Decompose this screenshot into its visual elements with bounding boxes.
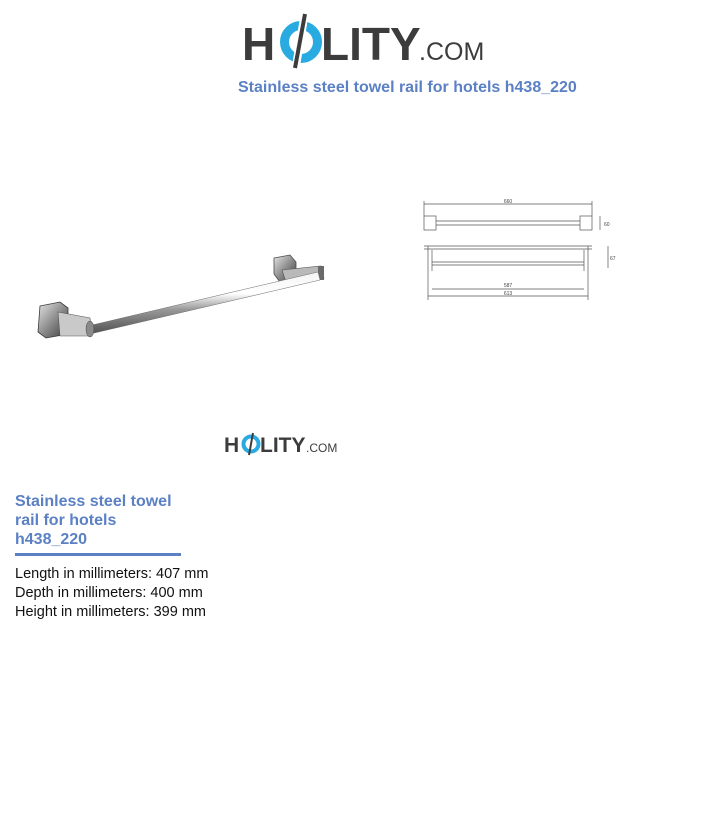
logo-letter-h: H [242, 18, 276, 70]
dim-side-height: 67 [610, 256, 616, 262]
spec-depth: Depth in millimeters: 400 mm [15, 585, 203, 601]
product-photo [28, 238, 332, 346]
watermark-o-icon [244, 433, 259, 455]
logo-suffix: .COM [419, 38, 485, 66]
logo-o-icon [285, 14, 318, 68]
spec-height-value: 399 mm [153, 604, 206, 620]
spec-height: Height in millimeters: 399 mm [15, 604, 206, 620]
technical-drawing [418, 196, 614, 304]
dim-overall-top: 660 [503, 199, 513, 205]
spec-length-label: Length in millimeters [15, 566, 148, 582]
dim-inner: 587 [503, 283, 513, 289]
page-title: Stainless steel towel rail for hotels h438_220 [238, 79, 577, 96]
spec-depth-label: Depth in millimeters [15, 585, 143, 601]
watermark-logo [224, 428, 342, 460]
dim-side-top: 60 [604, 222, 610, 228]
spec-length-value: 407 mm [156, 566, 209, 582]
spec-height-label: Height in millimeters [15, 604, 146, 620]
svg-text:H: H [224, 434, 240, 457]
product-name: Stainless steel towel rail for hotels h438_220 [15, 493, 172, 548]
logo-letters-lity: LITY [321, 18, 421, 70]
title-divider [15, 553, 181, 556]
svg-text:.COM: .COM [306, 441, 338, 455]
brand-logo[interactable] [242, 8, 485, 70]
spec-length: Length in millimeters: 407 mm [15, 566, 209, 582]
spec-list [15, 565, 208, 622]
spec-depth-value: 400 mm [150, 585, 203, 601]
dim-overall-bottom: 613 [503, 291, 513, 297]
svg-text:LITY: LITY [260, 434, 306, 457]
